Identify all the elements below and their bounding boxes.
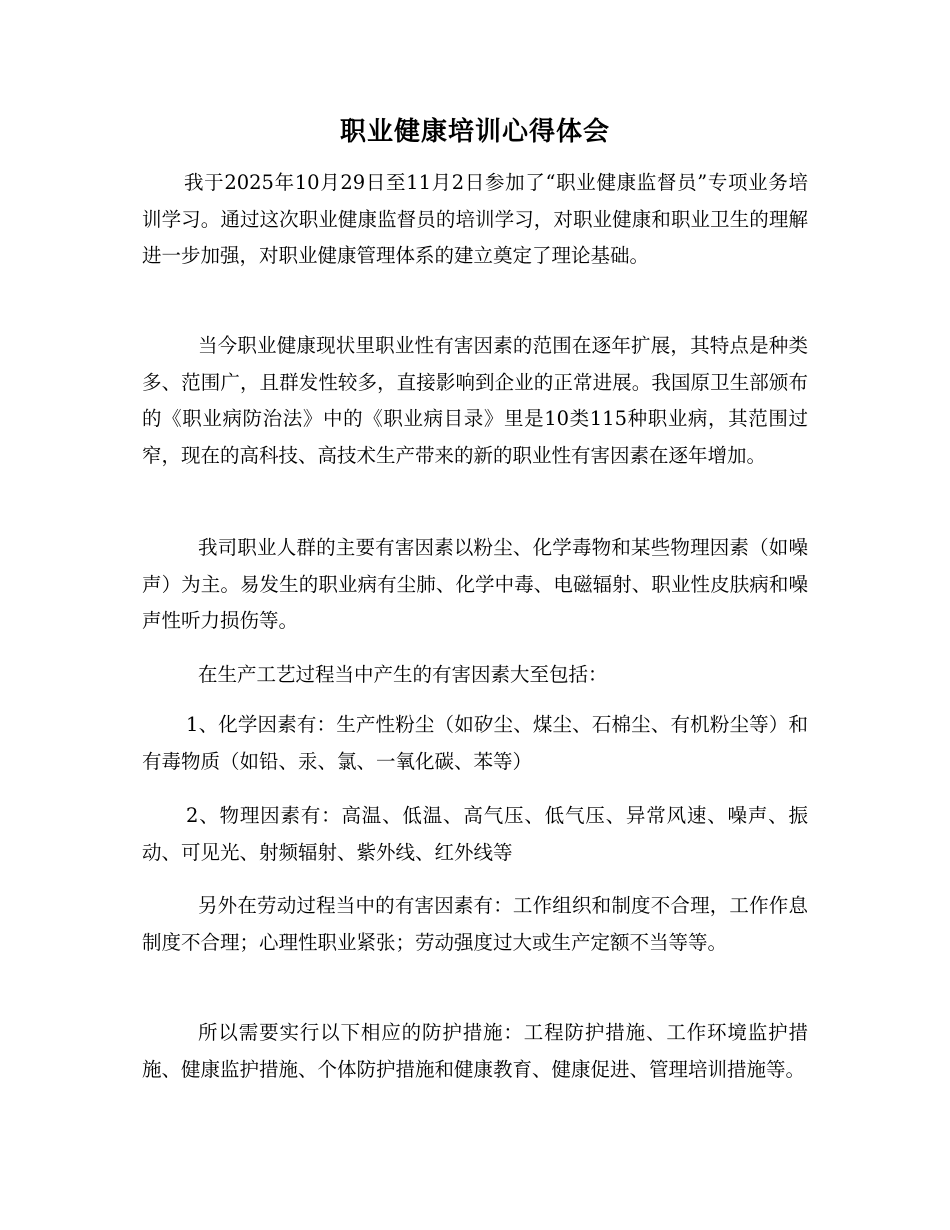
paragraph-training-intro: 我于2025年10月29日至11月2日参加了“职业健康监督员”专项业务培训学习。通过这次职业健康监督员的培训学习，对职业健康和职业卫生的理解进一步加强，对职业健康管理体系的建立奠定了理论基础。	[142, 171, 808, 267]
paragraph-labor-process-hazards: 另外在劳动过程当中的有害因素有：工作组织和制度不合理，工作作息制度不合理；心理性职业紧张；劳动强度过大或生产定额不当等等。	[142, 894, 808, 954]
paragraph-company-hazards: 我司职业人群的主要有害因素以粉尘、化学毒物和某些物理因素（如噪声）为主。易发生的职业病有尘肺、化学中毒、电磁辐射、职业性皮肤病和噪声性听力损伤等。	[142, 536, 808, 632]
paragraph-hazard-intro: 在生产工艺过程当中产生的有害因素大至包括：	[198, 663, 608, 686]
document-title: 职业健康培训心得体会	[339, 117, 610, 147]
paragraph-current-status: 当今职业健康现状里职业性有害因素的范围在逐年扩展，其特点是种类多、范围广，且群发性较多，直接影响到企业的正常进展。我国原卫生部颁布的《职业病防治法》中的《职业病目录》里是10类115种职业病，其范围过窄，现在的高科技、高技术生产带来的新的职业性有害因素在逐年增加。	[142, 334, 808, 467]
paragraph-protective-measures: 所以需要实行以下相应的防护措施：工程防护措施、工作环境监护措施、健康监护措施、个体防护措施和健康教育、健康促进、管理培训措施等。	[142, 1021, 808, 1081]
paragraph-physical-factors: 2、物理因素有：高温、低温、高气压、低气压、异常风速、噪声、振动、可见光、射频辐射、紫外线、红外线等	[142, 804, 808, 864]
paragraph-chemical-factors: 1、化学因素有：生产性粉尘（如矽尘、煤尘、石棉尘、有机粉尘等）和有毒物质（如铅、汞、氯、一氧化碳、苯等）	[142, 713, 808, 773]
